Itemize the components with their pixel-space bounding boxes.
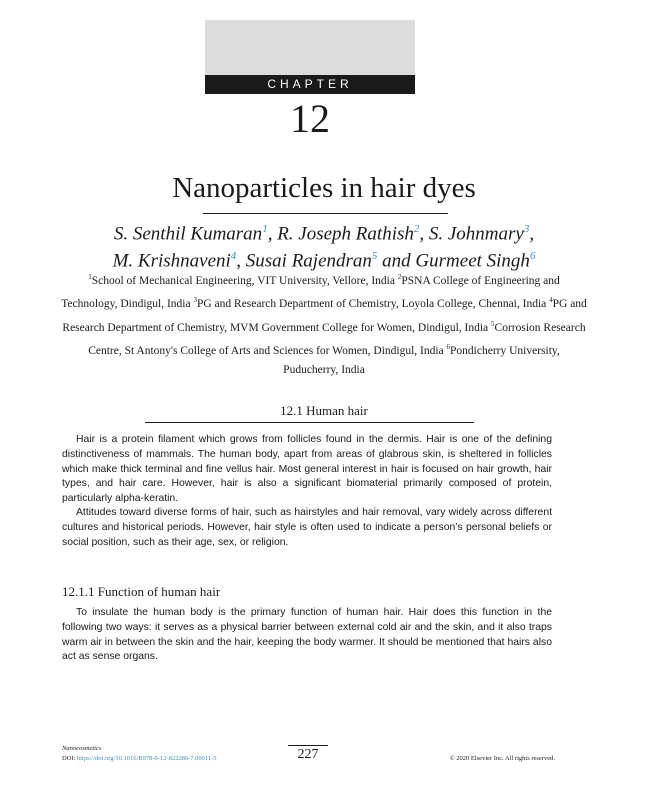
- paragraph-hair-attitudes: Attitudes toward diverse forms of hair, such as hairstyles and hair removal, vary widely across different cultures and historical periods. However, hair style is often used to indicate a person’s personal beliefs or social position, such as their age, sex, or religion.: [62, 507, 552, 548]
- author-affiliation-marker[interactable]: 6: [529, 250, 536, 263]
- author-affiliation-marker[interactable]: 2: [413, 223, 420, 235]
- author-name[interactable]: S. Senthil Kumaran: [113, 223, 263, 245]
- affiliation-text: Pondicherry University, Puducherry, India: [283, 344, 560, 377]
- title-rule: [203, 213, 448, 214]
- affiliation-number: 2: [397, 273, 402, 281]
- author-affiliation-marker[interactable]: 1: [262, 223, 268, 235]
- author-name[interactable]: Susai Rajendran: [245, 250, 372, 272]
- footer-journal: Nanocosmetics: [62, 745, 102, 752]
- affiliation-text: School of Mechanical Engineering, VIT University, Vellore, India: [91, 274, 398, 287]
- affiliation-text: PG and Research Department of Chemistry, MVM Government College for Women, Dindigul, India: [62, 298, 587, 334]
- author-name[interactable]: R. Joseph Rathish: [277, 223, 414, 245]
- footer-doi-label: DOI:: [62, 755, 77, 762]
- author-separator: ,: [529, 223, 535, 245]
- author-affiliation-marker[interactable]: 5: [371, 250, 378, 263]
- author-list: [40, 218, 608, 273]
- author-separator: and: [377, 250, 416, 272]
- affiliation-text: PSNA College of Engineering and Technology, Dindigul, India: [61, 274, 560, 311]
- author-name[interactable]: S. Johnmary: [428, 223, 524, 245]
- affiliation-number: 1: [88, 273, 92, 281]
- author-name[interactable]: M. Krishnaveni: [112, 250, 231, 272]
- affiliation-number: 4: [549, 296, 553, 305]
- chapter-number: 12: [290, 96, 330, 141]
- subsection-heading: 12.1.1 Function of human hair: [62, 584, 221, 599]
- affiliations: [60, 268, 588, 381]
- affiliation-number: 5: [491, 319, 495, 328]
- chapter-title: Nanoparticles in hair dyes: [172, 172, 476, 204]
- paragraph-hair-function: To insulate the human body is the primary function of human hair. Hair does this function in the following two ways: it serves as a physical barrier between external cold air and the skin, and it also traps warm air in between the skin and the hair, keeping the body warmer. It should be mentioned that hairs also act as sense organs.: [62, 607, 552, 663]
- page-number: 227: [297, 747, 319, 762]
- footer-doi-link[interactable]: https://doi.org/10.1016/B978-0-12-822286-7.00011-5: [76, 755, 217, 762]
- author-affiliation-marker[interactable]: 4: [230, 250, 237, 263]
- author-affiliation-marker[interactable]: 3: [523, 223, 530, 235]
- footer-citation: [62, 744, 217, 764]
- chapter-label: CHAPTER: [205, 75, 415, 94]
- affiliation-text: Corrosion Research Centre, St Antony's College of Arts and Sciences for Women, Dindigul, India: [88, 321, 586, 357]
- chapter-block: [205, 20, 415, 94]
- footer-copyright: © 2020 Elsevier Inc. All rights reserved.: [449, 755, 555, 762]
- affiliation-number: 3: [193, 296, 197, 305]
- section-rule: [145, 422, 474, 423]
- author-separator: ,: [267, 223, 278, 245]
- author-separator: ,: [236, 250, 246, 272]
- paragraph-hair-definition: Hair is a protein filament which grows from follicles found in the dermis. Hair is one of the defining distinctiveness of mammals. The human body, apart from areas of glabrous skin, is sheltered in follicles which make thick terminal and fine vellus hair. Most general interest in hair is focused on hair growth, hair types, and hair care. However, hair is also a significant biomaterial primarily composed of protein, particularly alpha-keratin.: [62, 434, 552, 505]
- section-heading: 12.1 Human hair: [280, 403, 368, 418]
- affiliation-number: 6: [446, 342, 451, 351]
- author-name[interactable]: Gurmeet Singh: [415, 250, 530, 272]
- affiliation-text: PG and Research Department of Chemistry, Loyola College, Chennai, India: [196, 298, 550, 311]
- author-separator: ,: [419, 223, 429, 245]
